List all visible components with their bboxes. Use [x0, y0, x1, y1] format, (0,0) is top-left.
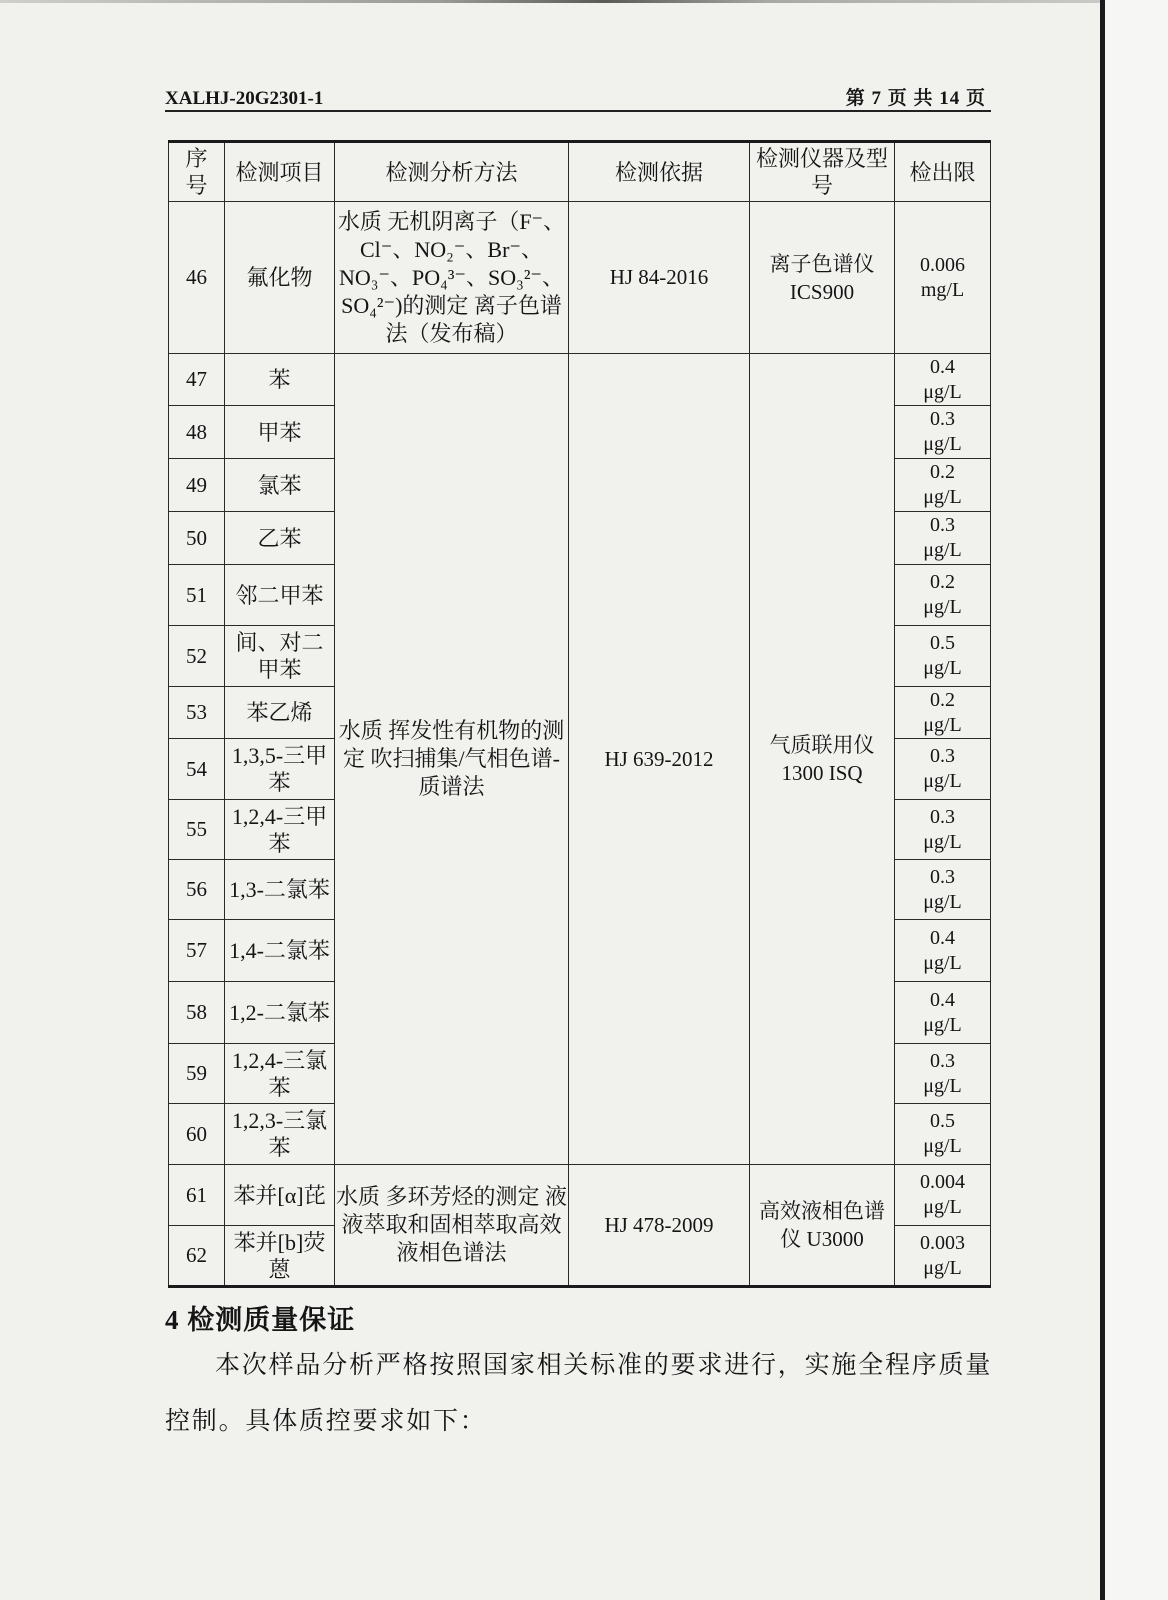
test-item-cell: 1,3-二氯苯 — [225, 860, 335, 920]
instrument-cell — [750, 1165, 895, 1287]
test-item-cell: 1,4-二氯苯 — [225, 920, 335, 982]
detection-limit-cell — [895, 800, 991, 860]
detection-limit-cell — [895, 459, 991, 512]
test-item-cell: 1,2,4-三氯苯 — [225, 1044, 335, 1104]
detection-limit-unit: μg/L — [923, 830, 962, 853]
table-row — [169, 1165, 991, 1226]
detection-limit-value: 0.3 — [930, 514, 955, 536]
row-number-cell: 61 — [169, 1165, 225, 1226]
detection-limit-cell — [895, 920, 991, 982]
scan-top-edge — [0, 0, 1100, 3]
detection-limit-value: 0.5 — [930, 632, 955, 654]
document-number: XALHJ-20G2301-1 — [165, 88, 324, 109]
analysis-method-cell: 水质 无机阴离子（F⁻、Cl⁻、NO₂⁻、Br⁻、NO₃⁻、PO₄³⁻、SO₃²⁻、SO₄²⁻)的测定 离子色谱法（发布稿） — [335, 202, 569, 354]
test-item-cell: 氟化物 — [225, 202, 335, 354]
column-header-instrument: 检测仪器及型号 — [750, 142, 895, 202]
detection-limit-value: 0.3 — [930, 865, 955, 888]
page-content — [165, 84, 991, 1450]
detection-limit-value: 0.004 — [920, 1171, 965, 1193]
detection-limit-unit: μg/L — [923, 596, 962, 618]
detection-limit-cell — [895, 860, 991, 920]
row-number-cell: 58 — [169, 982, 225, 1044]
detection-limit-value: 0.5 — [930, 1110, 955, 1132]
instrument-cell — [750, 354, 895, 1165]
instrument-name: 离子色谱仪 — [769, 251, 875, 276]
instrument-model: 1300 ISQ — [781, 761, 863, 785]
detection-limit-unit: μg/L — [923, 657, 962, 679]
detection-limit-value: 0.006 — [920, 253, 965, 276]
detection-limit-value: 0.2 — [930, 571, 955, 593]
row-number-cell: 51 — [169, 565, 225, 626]
table-header — [169, 142, 991, 202]
column-header-no: 序号 — [169, 142, 225, 202]
instrument-cell — [750, 202, 895, 354]
test-item-cell: 1,2,3-三氯苯 — [225, 1104, 335, 1165]
row-number-cell: 56 — [169, 860, 225, 920]
detection-limit-cell — [895, 1226, 991, 1287]
test-item-cell: 苯并[α]芘 — [225, 1165, 335, 1226]
running-header — [165, 84, 991, 112]
detection-limit-unit: μg/L — [923, 1013, 962, 1036]
detection-limit-cell — [895, 512, 991, 565]
table-row — [169, 202, 991, 354]
test-basis-cell: HJ 478-2009 — [569, 1165, 750, 1287]
instrument-name: 高效液相色谱仪 — [759, 1199, 885, 1251]
column-header-limit: 检出限 — [895, 142, 991, 202]
detection-limit-unit: μg/L — [923, 1256, 962, 1279]
row-number-cell: 53 — [169, 687, 225, 739]
test-item-cell: 氯苯 — [225, 459, 335, 512]
instrument-name: 气质联用仪 — [769, 733, 875, 757]
test-item-cell: 1,2,4-三甲苯 — [225, 800, 335, 860]
detection-limit-value: 0.3 — [930, 408, 955, 430]
test-item-cell: 1,2-二氯苯 — [225, 982, 335, 1044]
row-number-cell: 50 — [169, 512, 225, 565]
test-basis-cell: HJ 84-2016 — [569, 202, 750, 354]
section-paragraph: 本次样品分析严格按照国家相关标准的要求进行，实施全程序质量控制。具体质控要求如下： — [165, 1352, 993, 1435]
header-row — [169, 142, 991, 202]
row-number-cell: 55 — [169, 800, 225, 860]
row-number-cell: 59 — [169, 1044, 225, 1104]
detection-limit-unit: μg/L — [923, 1196, 962, 1218]
instrument-model: U3000 — [806, 1227, 864, 1251]
detection-limit-value: 0.3 — [930, 745, 955, 767]
row-number-cell: 46 — [169, 202, 225, 354]
detection-limit-unit: μg/L — [923, 433, 962, 455]
test-item-cell: 苯 — [225, 354, 335, 406]
detection-limit-unit: mg/L — [920, 278, 965, 301]
table-body — [169, 202, 991, 1287]
detection-limit-unit: μg/L — [923, 539, 962, 561]
scan-margin — [1105, 0, 1168, 1600]
detection-limit-unit: μg/L — [923, 890, 962, 913]
test-item-cell: 苯乙烯 — [225, 687, 335, 739]
detection-limit-cell — [895, 354, 991, 406]
detection-limit-cell — [895, 739, 991, 800]
detection-limit-cell — [895, 1165, 991, 1226]
detection-limit-unit: μg/L — [923, 770, 962, 792]
row-number-cell: 60 — [169, 1104, 225, 1165]
detection-limit-unit: μg/L — [923, 713, 962, 736]
test-item-cell: 乙苯 — [225, 512, 335, 565]
row-number-cell: 52 — [169, 626, 225, 687]
detection-limit-cell — [895, 1044, 991, 1104]
test-item-cell: 甲苯 — [225, 406, 335, 459]
row-number-cell: 48 — [169, 406, 225, 459]
test-item-cell: 邻二甲苯 — [225, 565, 335, 626]
column-header-basis: 检测依据 — [569, 142, 750, 202]
detection-limit-value: 0.4 — [930, 988, 955, 1011]
column-header-item: 检测项目 — [225, 142, 335, 202]
test-item-cell: 1,3,5-三甲苯 — [225, 739, 335, 800]
detection-limit-cell — [895, 687, 991, 739]
column-header-method: 检测分析方法 — [335, 142, 569, 202]
row-number-cell: 54 — [169, 739, 225, 800]
row-number-cell: 49 — [169, 459, 225, 512]
detection-limit-value: 0.4 — [930, 926, 955, 949]
instrument-model: ICS900 — [789, 279, 855, 304]
test-item-cell: 间、对二甲苯 — [225, 626, 335, 687]
detection-limit-unit: μg/L — [923, 1135, 962, 1157]
detection-limit-value: 0.2 — [930, 688, 955, 711]
detection-limit-value: 0.003 — [920, 1231, 965, 1254]
detection-methods-table — [168, 140, 991, 1288]
detection-limit-cell — [895, 202, 991, 354]
page-indicator: 第 7 页 共 14 页 — [845, 88, 986, 109]
detection-limit-cell — [895, 406, 991, 459]
table-row — [169, 354, 991, 406]
section-heading: 4 检测质量保证 — [165, 1305, 356, 1335]
detection-limit-unit: μg/L — [923, 1074, 962, 1097]
test-item-cell: 苯并[b]荧蒽 — [225, 1226, 335, 1287]
detection-limit-unit: μg/L — [923, 486, 962, 508]
detection-limit-cell — [895, 1104, 991, 1165]
detection-limit-unit: μg/L — [923, 951, 962, 974]
analysis-method-cell: 水质 挥发性有机物的测定 吹扫捕集/气相色谱-质谱法 — [335, 354, 569, 1165]
detection-limit-cell — [895, 565, 991, 626]
detection-limit-value: 0.2 — [930, 461, 955, 483]
row-number-cell: 47 — [169, 354, 225, 406]
row-number-cell: 62 — [169, 1226, 225, 1287]
detection-limit-cell — [895, 626, 991, 687]
row-number-cell: 57 — [169, 920, 225, 982]
detection-limit-value: 0.3 — [930, 1049, 955, 1072]
detection-limit-value: 0.4 — [930, 355, 955, 378]
detection-limit-unit: μg/L — [923, 380, 962, 403]
analysis-method-cell: 水质 多环芳烃的测定 液液萃取和固相萃取高效液相色谱法 — [335, 1165, 569, 1287]
detection-limit-value: 0.3 — [930, 805, 955, 828]
detection-limit-cell — [895, 982, 991, 1044]
test-basis-cell: HJ 639-2012 — [569, 354, 750, 1165]
